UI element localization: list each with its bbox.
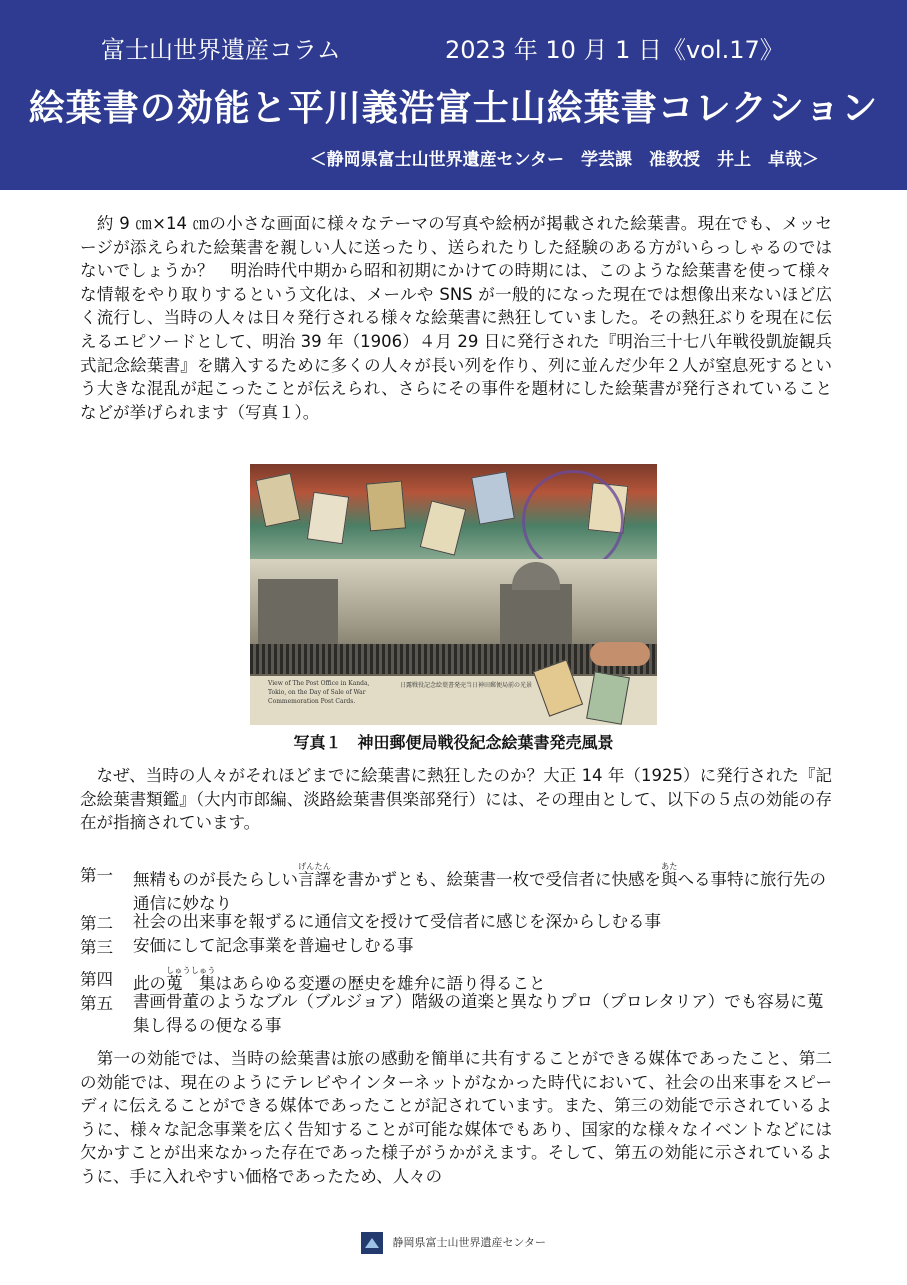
column-series: 富士山世界遺産コラム xyxy=(101,36,341,64)
header-banner xyxy=(0,0,907,190)
second-paragraph: なぜ、当時の人々がそれほどまでに絵葉書に熱狂したのか？大正 14 年（1925）に発行された『記念絵葉書類鑑』（大内市郎編、淡路絵葉書倶楽部発行）には、その理由として、以下の５点の効能の存在が指摘されています。 xyxy=(80,766,832,833)
item-text: 社会の出来事を報ずるに通信文を授けて受信者に感じを深からしむる事 xyxy=(133,912,661,931)
footer-org: 静岡県富士山世界遺産センター xyxy=(392,1236,547,1249)
issue-date: 2023 年 10 月 1 日《vol.17》 xyxy=(445,36,784,64)
ruby-word xyxy=(298,862,331,889)
item-number: 第四 xyxy=(80,970,113,989)
item-number: 第五 xyxy=(80,994,113,1013)
ruby-reading: あた xyxy=(661,862,678,871)
item-text-part: を書かずとも、絵葉書一枚で受信者に快感を xyxy=(331,870,661,889)
intro-paragraph: 約 9 ㎝×14 ㎝の小さな画面に様々なテーマの写真や絵柄が掲載された絵葉書。現在でも、メッセージが添えられた絵葉書を親しい人に送ったり、送られたりした経験のある方がいらっしゃるのではないでしょうか？ 明治時代中期から昭和初期にかけての時期には、このような絵葉書を使って様々な情報をやり取りするという文化は、メールや SNS が一般的になった現在では想像出来ないほど広く流行し、当時の人々は日々発行される様々な絵葉書に熱狂していました。その熱狂ぶりを現在に伝えるエピソードとして、明治 39 年（1906）４月 29 日に発行された『明治三十七八年戦役凱旋観兵式記念絵葉書』を購入するために多くの人々が長い列を作り、列に並んだ少年２人が窒息死するという大きな混乱が起こったことが伝えられ、さらにその事件を題材にした絵葉書が発行されていることなどが挙げられます（写真１）。 xyxy=(80,214,832,422)
item-text-part: はあらゆる変遷の歴史を雄弁に語り得ること xyxy=(215,974,546,993)
postcard-image xyxy=(307,492,349,545)
postcard-image xyxy=(366,481,406,532)
embedded-caption-jp: 日露戦役記念絵葉書発売当日神田郵便局前の光景 xyxy=(400,682,533,689)
item-number: 第二 xyxy=(80,914,113,933)
ruby-reading: げんたん xyxy=(298,862,331,871)
third-paragraph: 第一の効能では、当時の絵葉書は旅の感動を簡単に共有することができる媒体であったこと、第二の効能では、現在のようにテレビやインターネットがなかった時代において、社会の出来事をスピーディに伝えることができる媒体であったことが記されています。また、第三の効能で示されているように、様々な記念事業を広く告知することが可能な媒体でもあり、国家的な様々なイベントなどには欠かすことが出来なかった存在であった様子がうかがえます。そして、第五の効能に示されているように、手に入れやすい価格であったため、人々の xyxy=(80,1049,833,1186)
ruby-base: 與 xyxy=(661,870,678,889)
item-text-part: 此の xyxy=(133,974,166,993)
building xyxy=(258,579,338,649)
item-text xyxy=(133,862,833,915)
ruby-word xyxy=(661,862,678,889)
postmark-stamp xyxy=(522,470,624,572)
postcard-photo xyxy=(250,464,657,725)
page-title: 絵葉書の効能と平川義浩富士山絵葉書コレクション xyxy=(28,88,879,129)
item-number: 第一 xyxy=(80,866,113,885)
item-text: 書画骨董のようなブル（ブルジョア）階級の道楽と異なりプロ（プロレタリア）でも容易に蒐集し得るの便なる事 xyxy=(133,992,824,1035)
ruby-base: 言譯 xyxy=(298,870,331,889)
hand xyxy=(590,642,650,666)
photo-caption: 写真１ 神田郵便局戦役紀念絵葉書発売風景 xyxy=(293,733,614,752)
embedded-caption-en: View of The Post Office in Kanda, Tokio, on the Day of Sale of War Commemoration Post Cards. xyxy=(268,680,370,705)
fuji-logo-icon xyxy=(361,1232,383,1254)
item-text: 安価にして記念事業を普遍せしむる事 xyxy=(133,936,414,955)
footer xyxy=(0,1232,907,1254)
ruby-base: 蒐 集 xyxy=(166,974,216,993)
item-text-part: へる事特に旅行先の通信に妙なり xyxy=(133,870,826,913)
author-line: ＜静岡県富士山世界遺産センター 学芸課 准教授 井上 卓哉＞ xyxy=(309,150,819,170)
ruby-reading: しゅうしゅう xyxy=(166,966,216,975)
item-text-part: 無精ものが長たらしい xyxy=(133,870,298,889)
item-number: 第三 xyxy=(80,938,113,957)
